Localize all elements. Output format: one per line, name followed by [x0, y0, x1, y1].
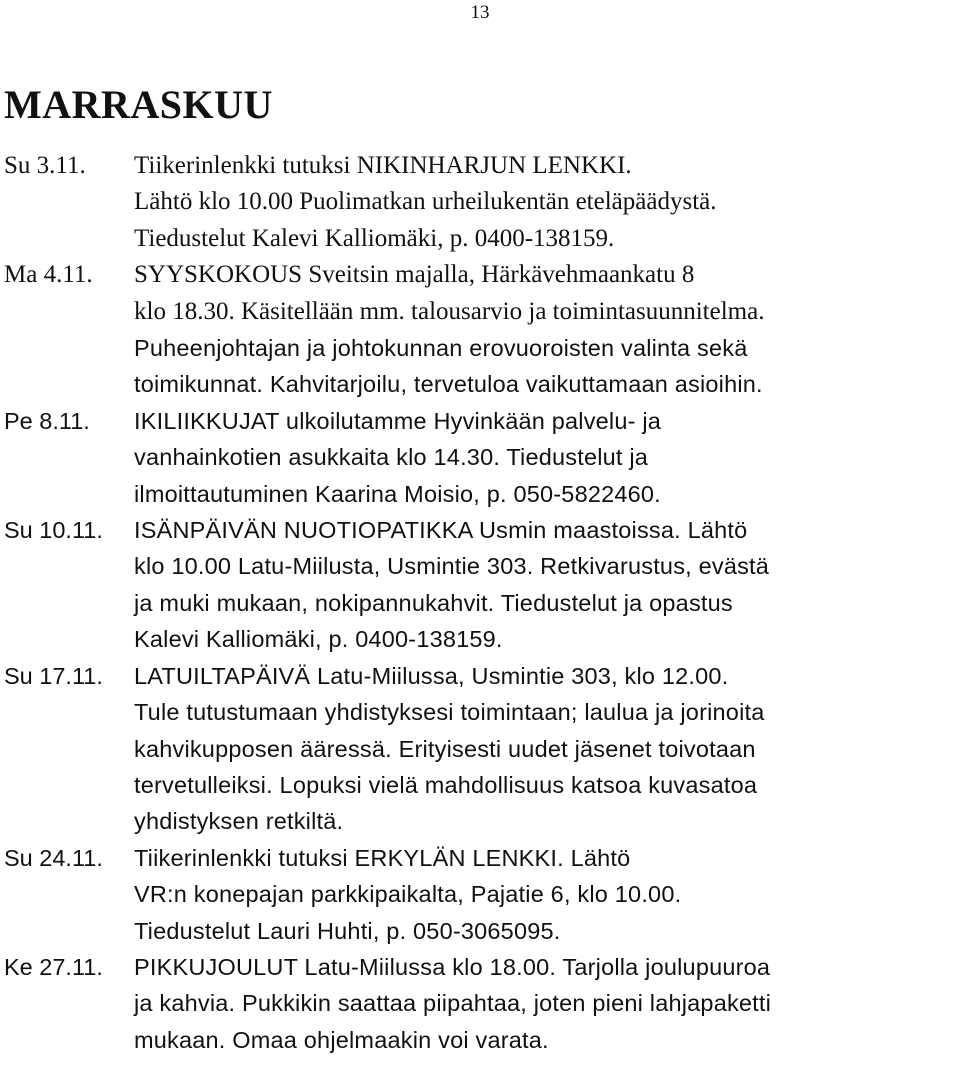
event-item	[4, 840, 954, 949]
event-line: ja kahvia. Pukkikin saattaa piipahtaa, joten pieni lahjapaketti	[134, 990, 772, 1017]
event-description	[134, 257, 954, 403]
event-line: Kalevi Kalliomäki, p. 0400-138159.	[134, 626, 503, 653]
event-line: Tiikerinlenkki tutuksi NIKINHARJUN LENKKI.	[134, 152, 632, 179]
event-item	[4, 403, 954, 512]
event-line: Tiikerinlenkki tutuksi ERKYLÄN LENKKI. Lähtö	[134, 844, 631, 871]
event-item	[4, 658, 954, 840]
event-line: Puheenjohtajan ja johtokunnan erovuoroisten valinta sekä	[134, 335, 748, 362]
event-line: Tiedustelut Kalevi Kalliomäki, p. 0400-138159.	[134, 224, 615, 252]
event-line: ilmoittautuminen Kaarina Moisio, p. 050-5822460.	[134, 480, 661, 507]
event-line: klo 10.00 Latu-Miilusta, Usmintie 303. Retkivarustus, evästä	[134, 553, 770, 580]
event-line: ja muki mukaan, nokipannukahvit. Tiedustelut ja opastus	[134, 589, 733, 616]
event-line: kahvikupposen ääressä. Erityisesti uudet jäsenet toivotaan	[134, 735, 756, 762]
page-number: 13	[470, 2, 490, 23]
event-description	[134, 148, 954, 257]
event-item	[4, 949, 954, 1058]
event-list	[4, 148, 954, 1058]
event-line: klo 18.30. Käsitellään mm. talousarvio ja toimintasuunnitelma.	[134, 297, 765, 325]
event-date: Su 10.11.	[4, 517, 103, 544]
event-line: Tule tutustumaan yhdistyksesi toimintaan; laulua ja jorinoita	[134, 699, 765, 726]
event-date: Ke 27.11.	[4, 953, 103, 980]
event-line: VR:n konepajan parkkipaikalta, Pajatie 6, klo 10.00.	[134, 881, 682, 908]
event-date: Su 3.11.	[4, 152, 86, 179]
event-date: Su 24.11.	[4, 844, 103, 871]
event-line: SYYSKOKOUS Sveitsin majalla, Härkävehmaankatu 8	[134, 261, 695, 289]
event-description	[134, 512, 954, 658]
event-description	[134, 840, 954, 949]
event-description	[134, 658, 954, 840]
event-line: IKILIIKKUJAT ulkoilutamme Hyvinkään palvelu- ja	[134, 407, 662, 434]
event-date: Ma 4.11.	[4, 261, 93, 289]
event-description	[134, 403, 954, 512]
event-line: ISÄNPÄIVÄN NUOTIOPATIKKA Usmin maastoissa. Lähtö	[134, 517, 748, 544]
event-item	[4, 257, 954, 403]
event-item	[4, 512, 954, 658]
event-line: toimikunnat. Kahvitarjoilu, tervetuloa vaikuttamaan asioihin.	[134, 371, 763, 398]
event-line: mukaan. Omaa ohjelmaakin voi varata.	[134, 1026, 549, 1053]
event-line: yhdistyksen retkiltä.	[134, 808, 344, 835]
event-line: Lähtö klo 10.00 Puolimatkan urheilukentän eteläpäädystä.	[134, 188, 717, 216]
event-line: Tiedustelut Lauri Huhti, p. 050-3065095.	[134, 917, 561, 944]
event-item	[4, 148, 954, 257]
event-date: Su 17.11.	[4, 662, 103, 689]
event-line: PIKKUJOULUT Latu-Miilussa klo 18.00. Tarjolla joulupuuroa	[134, 953, 771, 980]
event-line: LATUILTAPÄIVÄ Latu-Miilussa, Usmintie 303, klo 12.00.	[134, 662, 729, 689]
event-line: vanhainkotien asukkaita klo 14.30. Tiedustelut ja	[134, 444, 649, 471]
event-description	[134, 949, 954, 1058]
month-title: MARRASKUU	[4, 82, 273, 127]
event-date: Pe 8.11.	[4, 407, 90, 434]
event-line: tervetulleiksi. Lopuksi vielä mahdollisuus katsoa kuvasatoa	[134, 771, 758, 798]
